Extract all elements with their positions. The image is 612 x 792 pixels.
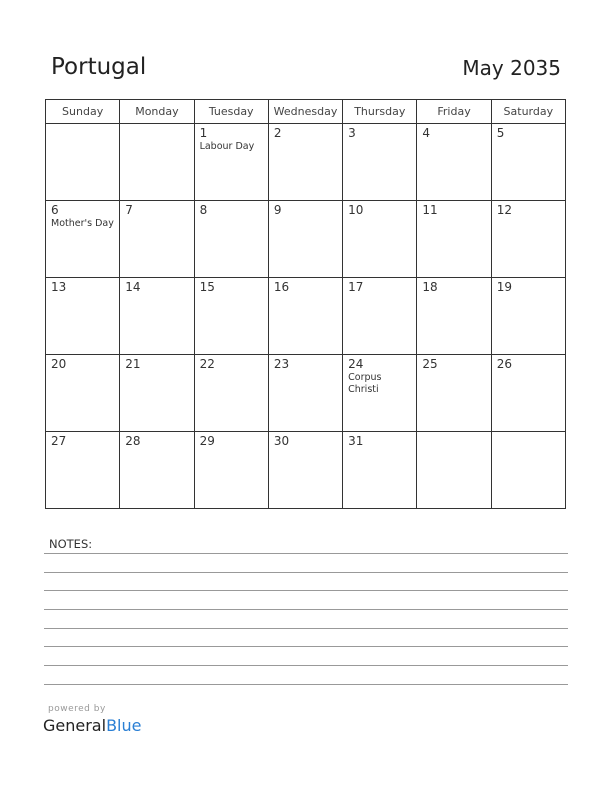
day-number: 29 [199,434,215,448]
day-cell [120,355,194,432]
day-cell [46,355,120,432]
week-row [46,124,566,201]
day-cell [268,278,342,355]
country-title: Portugal [51,54,147,80]
day-number: 31 [348,434,364,448]
day-cell [120,432,194,509]
day-cell [120,278,194,355]
day-cell [46,124,120,201]
day-cell [194,355,268,432]
week-row [46,432,566,509]
day-number: 11 [422,203,438,217]
note-line [44,628,568,629]
day-cell [343,124,417,201]
weekday-wednesday: Wednesday [268,100,342,124]
day-cell [491,432,565,509]
day-cell [343,355,417,432]
month-year-title: May 2035 [462,56,561,80]
weekday-saturday: Saturday [491,100,565,124]
note-line [44,590,568,591]
day-number: 15 [199,280,215,294]
day-number: 10 [348,203,364,217]
day-number: 22 [199,357,215,371]
day-cell [194,201,268,278]
day-number: 23 [273,357,290,371]
day-number: 4 [422,126,431,140]
powered-by-text: powered by [48,704,106,714]
day-number: 7 [125,203,133,217]
weekday-friday: Friday [417,100,491,124]
generalblue-logo [43,716,141,735]
day-cell [417,355,491,432]
logo-text-general: General [43,716,107,735]
day-number: 18 [422,280,438,294]
day-number: 26 [496,357,512,371]
note-line [44,572,568,573]
weekday-tuesday: Tuesday [194,100,268,124]
day-number: 2 [273,126,282,140]
day-number: 6 [51,203,59,217]
day-cell [46,201,120,278]
day-number: 14 [125,280,141,294]
notes-label: NOTES: [49,537,93,551]
weekday-header-row [46,100,566,124]
day-number: 3 [348,126,356,140]
note-line [44,646,568,647]
day-cell [194,278,268,355]
day-cell [46,432,120,509]
weekday-sunday: Sunday [46,100,120,124]
weekday-thursday: Thursday [343,100,417,124]
day-number: 13 [51,280,67,294]
note-line [44,665,568,666]
day-cell [417,432,491,509]
note-line [44,609,568,610]
note-line [44,553,568,554]
day-number: 9 [273,203,282,217]
day-cell [268,124,342,201]
week-row [46,278,566,355]
day-cell [120,124,194,201]
day-number: 5 [496,126,505,140]
holiday-label: Corpus Christi [348,372,382,395]
day-cell [268,432,342,509]
day-cell [194,124,268,201]
day-cell [491,124,565,201]
day-number: 12 [496,203,512,217]
day-number: 20 [51,357,67,371]
weekday-monday: Monday [120,100,194,124]
calendar-grid [45,99,566,509]
day-cell [417,278,491,355]
day-cell [343,201,417,278]
day-cell [120,201,194,278]
holiday-label: Mother's Day [51,218,114,229]
day-cell [417,201,491,278]
day-cell [268,355,342,432]
day-cell [417,124,491,201]
day-cell [46,278,120,355]
day-number: 19 [496,280,512,294]
day-cell [194,432,268,509]
day-number: 8 [199,203,208,217]
holiday-label: Labour Day [199,141,255,152]
day-number: 24 [348,357,364,371]
day-number: 30 [273,434,290,448]
day-cell [343,278,417,355]
day-number: 17 [348,280,364,294]
week-row [46,355,566,432]
logo-text-blue: Blue [106,716,142,735]
day-cell [268,201,342,278]
week-row [46,201,566,278]
day-number: 21 [125,357,141,371]
day-cell [491,201,565,278]
day-cell [491,278,565,355]
day-cell [491,355,565,432]
day-number: 16 [273,280,290,294]
day-cell [343,432,417,509]
day-number: 25 [422,357,438,371]
day-number: 27 [51,434,67,448]
note-line [44,684,568,685]
day-number: 28 [125,434,141,448]
day-number: 1 [199,126,208,140]
